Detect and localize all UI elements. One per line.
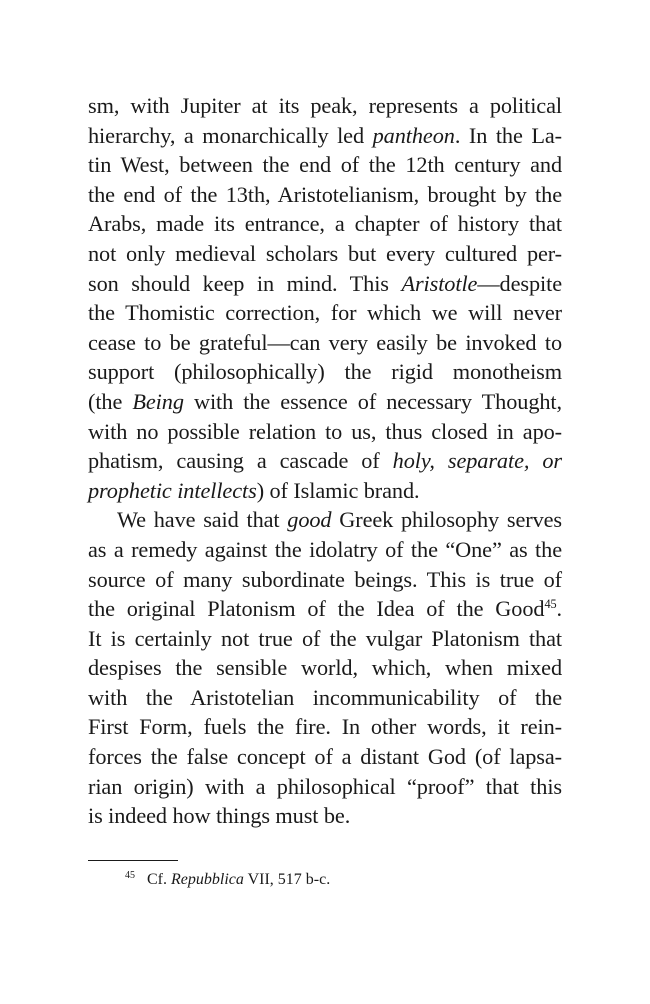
text-line: son should keep in mind. This Aristotle—despite	[88, 270, 562, 296]
footnote-ref[interactable]: 45	[544, 597, 557, 612]
footnote-number: 45	[125, 870, 135, 881]
text-line: tin West, between the end of the 12th century and	[88, 152, 562, 178]
body-text	[88, 91, 562, 831]
italic-term: good	[287, 507, 332, 533]
italic-term: Being	[132, 388, 184, 414]
text-line: source of many subordinate beings. This is true of	[88, 566, 562, 592]
italic-term: Aristotle	[401, 270, 478, 296]
text-line: not only medieval scholars but every cultured per-	[88, 240, 562, 266]
text-line: phatism, causing a cascade of holy, separate, or	[88, 448, 562, 474]
footnote-suffix: VII, 517 b-c.	[243, 871, 331, 888]
italic-term: prophetic intellects	[88, 477, 257, 503]
footnote-prefix: Cf.	[147, 871, 171, 888]
text-line: Arabs, made its entrance, a chapter of history that	[88, 211, 562, 237]
text-line: the Thomistic correction, for which we will never	[88, 300, 562, 326]
italic-term: pantheon	[372, 122, 455, 148]
text-line: is indeed how things must be.	[88, 803, 351, 829]
text-line: support (philosophically) the rigid monotheism	[88, 359, 562, 385]
text-line: despises the sensible world, which, when mixed	[88, 655, 562, 681]
footnote-title: Repubblica	[171, 871, 244, 888]
text-line: the end of the 13th, Aristotelianism, brought by the	[88, 181, 562, 207]
text-line: hierarchy, a monarchically led pantheon. In the La-	[88, 122, 562, 148]
text-line: as a remedy against the idolatry of the “One” as the	[88, 536, 562, 562]
text-line: forces the false concept of a distant God (of lapsa-	[88, 744, 562, 770]
text-line: prophetic intellects) of Islamic brand.	[88, 477, 420, 503]
footnote	[125, 869, 330, 891]
text-line: It is certainly not true of the vulgar Platonism that	[88, 625, 562, 651]
text-line: the original Platonism of the Idea of the Good$^{45}$.	[88, 596, 562, 622]
text-line: We have said that good Greek philosophy serves	[117, 507, 562, 533]
text-line: with the Aristotelian incommunicability of the	[88, 684, 562, 710]
italic-term: holy, separate, or	[392, 448, 562, 474]
text-line: cease to be grateful—can very easily be invoked to	[88, 329, 562, 355]
text-line: First Form, fuels the fire. In other words, it rein-	[88, 714, 562, 740]
text-line: (the Being with the essence of necessary Thought,	[88, 388, 562, 414]
footnote-divider	[88, 860, 178, 861]
text-line: sm, with Jupiter at its peak, represents a political	[88, 93, 562, 118]
text-line: with no possible relation to us, thus closed in apo-	[88, 418, 562, 444]
text-line: rian origin) with a philosophical “proof” that this	[88, 773, 562, 799]
